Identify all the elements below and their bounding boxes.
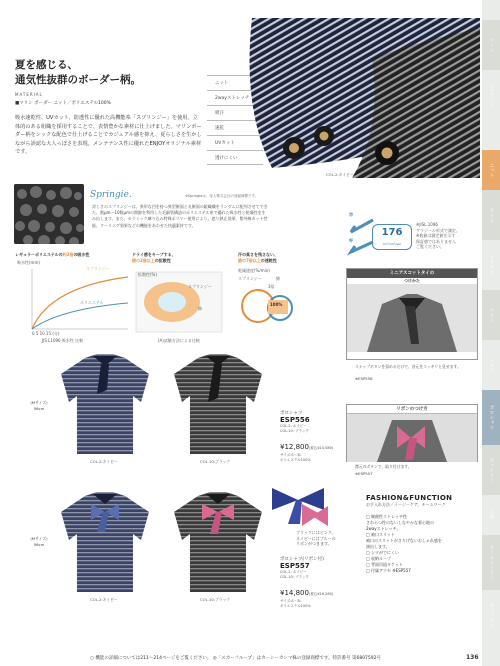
fashion-item: 演出します。	[366, 544, 390, 549]
product-price-tax: (税込¥16,280)	[308, 592, 334, 596]
chart-3-value: 100%	[270, 302, 283, 307]
product-color-label: COL.2:ネイビー	[90, 597, 118, 602]
polo-ribbon-navy-image	[55, 488, 155, 596]
size-label-text: (Mサイズ)	[30, 536, 48, 541]
size-label-text: (Mサイズ)	[30, 400, 48, 405]
ribbon-note-line: リボンがつきます。	[296, 541, 332, 546]
fabric-color-label: COL.10:ブラック	[412, 172, 443, 177]
product-meta: ポリエステル100%	[280, 604, 311, 608]
side-note: ※JISL.1096	[416, 222, 438, 227]
product-meta: ポリエステル100%	[280, 458, 311, 462]
chart-2-footnote: (A)試験方法による比較	[158, 338, 200, 343]
arrow-label: 呼	[349, 238, 353, 243]
polo-black-image	[168, 350, 268, 458]
chart-2-title	[132, 252, 176, 264]
side-index-item[interactable]	[482, 240, 500, 290]
springie-note: ※Springieは、帝人株式会社の登録商標です。	[185, 194, 259, 198]
ribbon-title: リボンのつけ方	[396, 407, 428, 412]
chart-title-text: 汗の臭さを残さない、	[238, 252, 278, 257]
feature-item: 速乾	[207, 120, 263, 135]
side-index-item[interactable]	[482, 535, 500, 590]
product-price-tax: (税込¥14,080)	[308, 446, 334, 450]
fashion-item: □ 背面吊紐タケット	[366, 562, 403, 567]
chart-title-text: ドライ感をキープする、	[132, 252, 176, 257]
product-info-esp557	[280, 556, 346, 609]
ribbon-image	[347, 414, 477, 462]
fabric-image	[232, 18, 480, 178]
product-code: ESP556	[280, 416, 310, 424]
headline-line-1: 夏を感じる、	[15, 59, 78, 71]
product-name: ポロシャツ(リボン付)	[280, 557, 324, 562]
ribbon-section	[346, 404, 478, 462]
chart-2-label: スプリンジー	[188, 284, 212, 289]
side-note: ご覧ください。	[416, 244, 444, 249]
length-text: 56cm	[33, 405, 45, 411]
lead-text: 吸水速乾性、UVカット、防透性に優れた高機能糸「スプリンジー」を使用。立体的のある組織を採用することで、表情豊かな素材に仕上げました。マリンボーダー柄をシックな配色で仕上げることでカジュアル感を抑え、夏らしさを生かしながら誤認な大人っぽさを表現。メンテナンス性に優れたENJOYオリジナル素材です。	[15, 115, 202, 156]
chart-title-highlight: 綿の2倍以上	[132, 258, 155, 263]
chart-3-title	[238, 252, 278, 264]
chart-3-label: 綿	[276, 276, 280, 281]
side-index-label: ジャケット	[489, 82, 494, 108]
feature-item: 吸汗	[207, 105, 263, 120]
fashion-item: □ 袖口スリット	[366, 532, 395, 537]
ascot-tie-title: ミニアスコットタイの	[389, 271, 435, 276]
ribbon-note	[296, 530, 336, 547]
chart-1-caption: JIS L1096 吸水性 比較	[42, 338, 84, 343]
side-note: 保証値ではありません	[416, 238, 456, 244]
series-polyester-line	[32, 303, 128, 329]
ascot-tie-title-bar	[347, 269, 477, 278]
chart-1-title	[15, 252, 89, 258]
size-label	[28, 536, 50, 547]
side-index-item[interactable]	[482, 445, 500, 495]
chart-title-text: の吸水性	[73, 252, 90, 257]
legend-springie: スプリンジー	[86, 266, 110, 271]
fashion-item: 袖口のスリットがさりげないおしゃれ感を	[366, 538, 442, 543]
feature-item: 2wayストレッチ	[207, 90, 263, 105]
product-color-label: COL.10:ブラック	[200, 459, 231, 464]
ascot-tie-caption: スナップボタンを留めるだけで、首元をスッキリと見せます。	[355, 364, 461, 369]
product-price: ¥14,800	[280, 589, 309, 597]
side-index-label: カットソー	[489, 457, 494, 483]
footer-note: ○ 機能の詳細については211〜214ページをご覧ください。 ◎「スカーフループ」はカーシーカシマ株の登録商標です。特許番号 第6807592号	[90, 656, 382, 661]
ribbon-note-line: ネイビーにはブルーの	[296, 535, 336, 541]
fashion-item: □ 収納ループ	[366, 556, 391, 561]
feature-item: ニット	[207, 75, 263, 90]
size-label	[28, 400, 50, 411]
ascot-tie-image	[347, 284, 477, 352]
springie-fiber-image	[14, 184, 84, 244]
arrow-label: 涼	[349, 212, 353, 217]
temp-side-notes	[416, 222, 478, 250]
chart-1-xaxis: 0 5 10 15 (分)	[32, 331, 60, 336]
side-index-label: ニット	[489, 162, 494, 178]
chart-title-highlight: 綿の7倍以上	[238, 258, 261, 263]
springie-logo: Springie.	[90, 190, 132, 200]
fabric-color-label: COL.2:ネイビー	[326, 172, 354, 177]
fashion-item: 2wayストレッチ。	[366, 526, 401, 531]
side-index-label: カジュアル	[489, 602, 494, 628]
side-index-item[interactable]	[482, 190, 500, 240]
side-index-label: 小物	[489, 510, 494, 520]
fashion-item: □ 制菌性ストレッチ性	[366, 514, 408, 519]
product-price: ¥12,800	[280, 443, 309, 451]
product-color-line: COL.2: ネイビー	[280, 570, 307, 574]
chart-3-ylabel: 乾燥速度(%/min)	[238, 268, 270, 273]
side-index	[482, 0, 500, 666]
ribbon-caption: 襟元のボタンで、取り付けます。	[355, 464, 412, 469]
side-index-label: ボトム	[489, 207, 494, 223]
legend-polyester: ポリエステル	[80, 300, 104, 305]
feature-item: UVカット	[207, 135, 263, 150]
springie-text: 涼しさのスプリンジーは、異形な凹を持つ異型断面と丸断面の組織繊をランダムに配列させてできた、数μm〜10数μmの間隙を利用した毛細管構造のポリエステル糸で優れた吸水性と乾燥性を生み出します。また、セラミック練り込み特殊ポリマー使用により、遮り熱止効果、紫外線カット性能、クーリング効果などの機能をあわせた快適素材です。	[92, 204, 268, 228]
side-index-item[interactable]	[482, 495, 500, 535]
side-index-label: ベスト	[489, 307, 494, 323]
ribbon-title-bar	[347, 405, 477, 414]
air-permeability-value: 176	[372, 224, 412, 250]
fashion-item: □ シワがでにくい	[366, 550, 400, 555]
side-index-label: オールシーズン	[489, 545, 494, 580]
side-index-item-active[interactable]	[482, 150, 500, 190]
product-color-line: COL.10: ブラック	[280, 429, 309, 433]
side-note: グラジール形式で測定。	[416, 227, 460, 233]
chart-1-ylabel: 吸水性(mm)	[17, 260, 40, 265]
product-info-esp556	[280, 410, 345, 463]
ribbon-swatch-image	[268, 480, 330, 530]
ascot-tie-section	[346, 268, 478, 360]
product-code: ESP557	[280, 562, 310, 570]
absorbency-chart	[20, 265, 130, 337]
headline	[15, 58, 141, 88]
ascot-tie-subtitle: つけかた	[404, 278, 420, 283]
chart-title-text: の拡散性	[154, 258, 171, 263]
product-color-label: COL.2:ネイビー	[90, 459, 118, 464]
ribbon-code: ※ESP557	[355, 471, 373, 476]
fashion-subheading: お手入れ方法／イージーケア、チームワーク	[366, 502, 446, 507]
chart-title-text: の速乾性	[260, 258, 277, 263]
side-index-item[interactable]	[482, 20, 500, 70]
fashion-item: さわらつ性のないしなやかな着心地の	[366, 520, 434, 525]
side-index-item-current[interactable]	[482, 390, 500, 445]
air-permeability-unit: cm²/cm²/sec	[382, 242, 402, 246]
material-heading: MATERIAL	[15, 92, 43, 97]
side-index-item[interactable]	[482, 290, 500, 340]
product-meta: サイズ:S〜3L	[280, 599, 302, 603]
side-index-label: ポロシャツ	[489, 405, 494, 430]
length-text: 56cm	[33, 541, 45, 547]
product-color-label: COL.10:ブラック	[200, 597, 231, 602]
fashion-function-section	[366, 494, 478, 574]
product-meta: サイズ:S〜3L	[280, 453, 302, 457]
side-index-item[interactable]	[482, 590, 500, 640]
product-color-line: COL.2: ネイビー	[280, 424, 307, 428]
product-name: ポロシャツ	[280, 411, 303, 416]
product-color-line: COL.10: ブラック	[280, 575, 309, 579]
page-number: 136	[466, 654, 479, 661]
chart-3-label: スプリンジー	[238, 276, 262, 281]
side-index-item[interactable]	[482, 70, 500, 120]
fashion-item: □ 付属アウセ ※ESP557	[366, 568, 411, 573]
chart-title-text: レギュラーポリエステルの	[15, 252, 63, 257]
airflow-arrow-icon	[345, 212, 375, 262]
chart-2-label: 綿	[198, 306, 202, 311]
side-index-label: シャツ	[489, 357, 494, 373]
ribbon-note-line: ブラックにはピンク、	[296, 530, 336, 535]
ascot-tie-code: ※ESP556	[355, 376, 373, 381]
feature-item: 透けにくい	[207, 150, 263, 165]
side-index-item[interactable]	[482, 340, 500, 390]
side-index-label: スーツ	[489, 37, 494, 53]
chart-3-value: 3倍	[268, 284, 275, 289]
diffusion-chart	[134, 270, 224, 336]
chart-title-highlight: 約2倍	[62, 252, 74, 257]
headline-line-2: 通気性抜群のボーダー柄。	[15, 74, 141, 86]
polo-navy-image	[55, 350, 155, 458]
chart-2-label: 拡散性(%)	[138, 272, 157, 277]
polo-ribbon-black-image	[168, 488, 268, 596]
side-index-label: ブラウス	[489, 255, 494, 275]
material-value: ■マリン ボーダー ニット／ポリエステル100%	[15, 101, 111, 106]
fashion-heading: FASHION&FUNCTION	[366, 494, 453, 502]
drying-chart	[238, 284, 298, 336]
side-note: ※数値は測定値を示す	[416, 233, 456, 238]
